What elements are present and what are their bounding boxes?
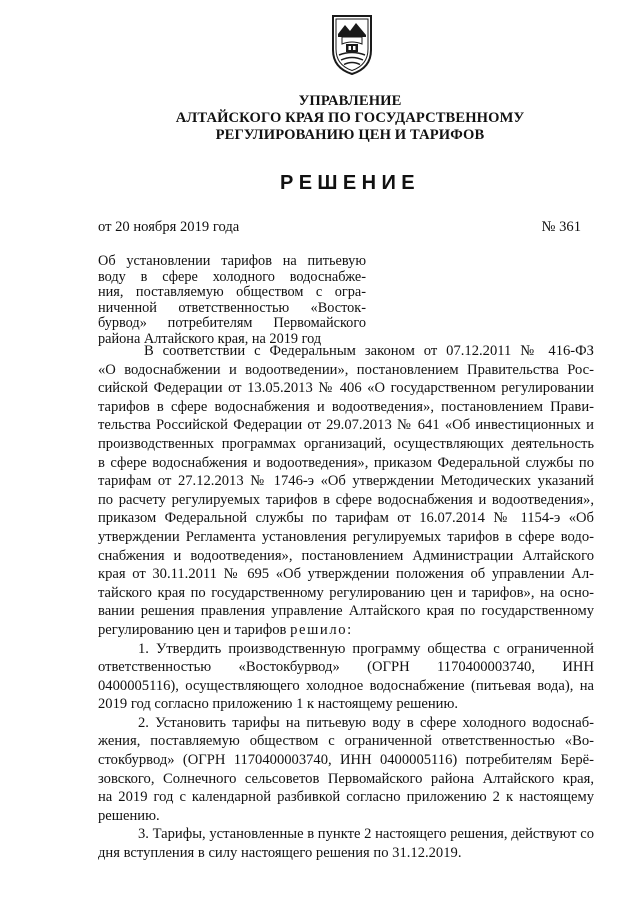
- item-1-line: 0400005116), осуществляющего холодное водоснабжение (питьевая вода), на: [98, 677, 594, 694]
- preamble-line: в сфере водоснабжения и водоотведения», приказом Федеральной службы по: [98, 454, 594, 471]
- preamble-line: В соответствии с Федеральным законом от 07.12.2011 № 416-ФЗ: [144, 343, 594, 359]
- document-date: от 20 ноября 2019 года: [98, 219, 240, 235]
- preamble-line: тельства Российской Федерации от 29.07.2013 № 641 «Об инвестиционных и: [98, 417, 594, 434]
- document-title: РЕШЕНИЕ: [279, 172, 421, 194]
- preamble-line: вании решения правления управление Алтайского края по государственному: [98, 603, 594, 620]
- preamble-line: тарифам от 27.12.2013 № 1746-э «Об утверждении Методических указаний: [98, 473, 594, 490]
- item-1-line: 1. Утвердить производственную программу общества с ограниченной: [138, 640, 594, 657]
- preamble-line: тарифов в сфере водоснабжения и водоотведения», постановлением Прави-: [98, 398, 594, 415]
- preamble-final-colon: :: [347, 621, 352, 638]
- subject-line: бурвод» потребителям Первомайского: [98, 315, 366, 331]
- org-name-line: УПРАВЛЕНИЕ: [298, 93, 402, 109]
- preamble-line: по расчету регулируемых тарифов в сфере водоснабжения и водоотведения»,: [98, 491, 594, 508]
- preamble-final-text: регулированию цен и тарифов: [98, 621, 291, 638]
- preamble-line: приказом Федеральной службы по тарифам от 16.07.2014 № 1154-э «Об: [98, 510, 594, 527]
- subject-line: ниченной ответственностью «Восток-: [98, 299, 366, 316]
- subject-line: ния, поставляемую обществом с огра-: [98, 284, 366, 300]
- preamble-final-line: [98, 621, 594, 640]
- document-body: [98, 342, 594, 863]
- item-2-line: жения, поставляемую обществом с ограниченной ответственностью «Во-: [98, 733, 594, 750]
- preamble-line: производственных программах организаций, осуществляющих деятельность: [98, 435, 594, 452]
- document-number: № 361: [541, 219, 581, 235]
- org-name-line: РЕГУЛИРОВАНИЮ ЦЕН И ТАРИФОВ: [215, 127, 485, 143]
- preamble-line: снабжения и водоотведения», постановлением Администрации Алтайского: [98, 547, 594, 564]
- item-3-line: дня вступления в силу настоящего решения по 31.12.2019.: [98, 845, 462, 862]
- item-2-line: на 2019 год с календарной разбивкой согласно приложению 2 к настоящему: [98, 789, 594, 806]
- item-2-line: 2. Установить тарифы на питьевую воду в сфере холодного водоснаб-: [138, 714, 594, 731]
- subject-line: района Алтайского края, на 2019 год: [98, 330, 322, 347]
- preamble-line: сийской Федерации от 13.05.2013 № 406 «О государственном регулировании: [98, 380, 594, 397]
- item-2-line: стокбурвод» (ОГРН 1170400003740, ИНН 0400005116) потребителям Берё-: [98, 752, 594, 769]
- preamble-line: утверждении Регламента установления регулируемых тарифов в сфере водо-: [98, 528, 594, 545]
- item-1-line: ответственностью «Востокбурвод» (ОГРН 1170400003740, ИНН: [98, 659, 594, 676]
- org-name-line: АЛТАЙСКОГО КРАЯ ПО ГОСУДАРСТВЕННОМУ: [175, 110, 525, 126]
- preamble-line: «О водоснабжении и водоотведении», постановлением Правительства Рос-: [98, 361, 594, 378]
- item-2-line: решению.: [98, 807, 160, 824]
- subject-line: Об установлении тарифов на питьевую: [98, 253, 366, 269]
- document-subject: [98, 254, 366, 347]
- altai-krai-coat-of-arms-icon: [329, 14, 375, 76]
- preamble-line: края от 30.11.2011 № 695 «Об утверждении положения об управлении Ал-: [98, 566, 594, 583]
- item-3-line: 3. Тарифы, установленные в пункте 2 настоящего решения, действуют со: [138, 826, 594, 843]
- preamble-line: тайского края по государственному регулированию цен и тарифов», на осно-: [98, 584, 594, 601]
- item-2-line: зовского, Солнечного сельсоветов Первомайского района Алтайского края,: [98, 770, 594, 787]
- subject-line: воду в сфере холодного водоснабже-: [98, 268, 366, 285]
- resolved-word: решило: [290, 621, 348, 638]
- item-1-line: 2019 год согласно приложению 1 к настоящему решению.: [98, 696, 459, 713]
